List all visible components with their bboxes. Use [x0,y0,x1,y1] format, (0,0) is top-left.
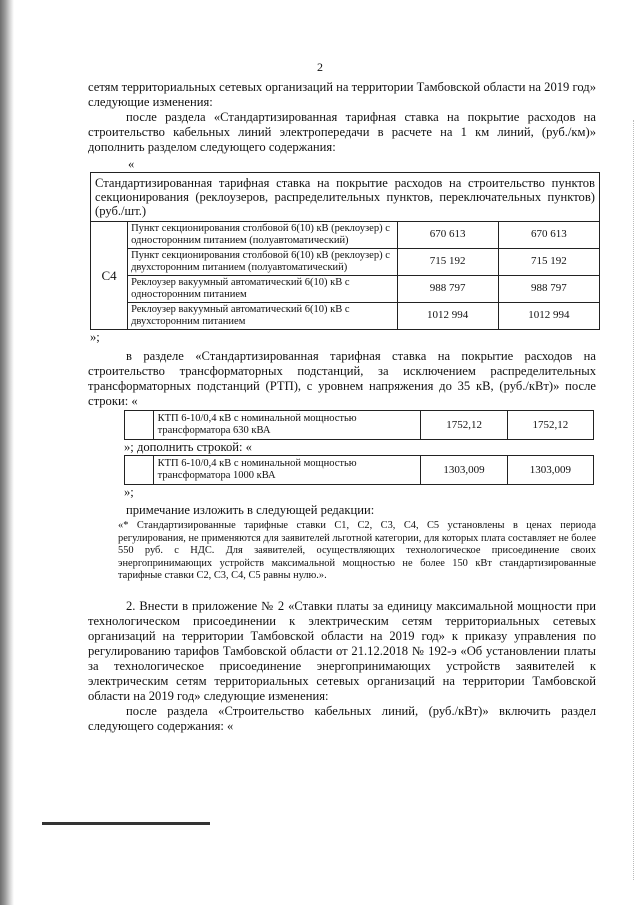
note-text: «* Стандартизированные тарифные ставки С1, С2, С3, С4, С5 установлены в ценах периода регулирования, не применяются для заявителей льготной категории, для которых плата составляет не более 550 руб. с НДС. Для заявителей, осуществляющих технологическое присоединение своих энергопринимающих устройств максимальной мощностью не более 150 кВт стандартизированные тарифные ставки С2, С3, С4, С5 равны нулю.». [118,520,596,581]
ktp-1000-lead-cell [125,456,154,485]
item-2-after-paragraph: после раздела «Строительство кабельных линий, (руб./кВт)» включить раздел следующего содержания: « [88,703,596,733]
c4-row-desc: Пункт секционирования столбовой 6(10) кВ (реклоузер) с односторонним питанием (полуавтоматический) [128,222,398,249]
c4-row-value: 988 797 [498,276,599,303]
c4-row-desc: Реклоузер вакуумный автоматический 6(10) кВ с односторонним питанием [128,276,398,303]
ktp-630-desc: КТП 6-10/0,4 кВ с номинальной мощностью трансформатора 630 кВА [153,411,421,440]
end-semicolon: »; [124,485,134,499]
ktp-1000-value: 1303,009 [421,456,507,485]
cable-section-paragraph: после раздела «Стандартизированная тарифная ставка на покрытие расходов на строительство кабельных линий электропередачи в расчете на 1 км линий, (руб./км)» дополнить разделом следующего содержания: [88,110,596,154]
ktp-630-value: 1752,12 [421,411,507,440]
c4-row-desc: Реклоузер вакуумный автоматический 6(10) кВ с двухсторонним питанием [128,303,398,330]
c4-row-value: 715 192 [498,249,599,276]
ktp-1000-table [124,455,594,485]
open-quote: « [128,157,135,171]
c4-code-cell: С4 [91,222,128,330]
ktp-1000-desc: КТП 6-10/0,4 кВ с номинальной мощностью трансформатора 1000 кВА [153,456,421,485]
document-body [88,80,596,734]
add-row-line: »; дополнить строкой: « [124,440,252,454]
ktp-1000-value: 1303,009 [507,456,593,485]
page-number: 2 [317,60,323,74]
c4-row-value: 670 613 [397,222,498,249]
c4-row-value: 988 797 [397,276,498,303]
ktp-630-value: 1752,12 [507,411,593,440]
c4-row-value: 1012 994 [397,303,498,330]
ktp-630-lead-cell [125,411,154,440]
item-2-paragraph: 2. Внести в приложение № 2 «Ставки платы за единицу максимальной мощности при технологическом присоединении к электрическим сетям территориальных сетевых организаций на территории Тамбовской области на 2019 год» к приказу управления по регулированию тарифов Тамбовской области от 21.12.2018 № 192-э «Об установлении платы за технологическое присоединение энергопринимающих устройств заявителей к электрическим сетям территориальных сетевых организаций на территории Тамбовской области на 2019 год» следующие изменения: [88,598,596,703]
intro-paragraph: сетям территориальных сетевых организаций на территории Тамбовской области на 2019 год» следующие изменения: [88,80,596,109]
scan-edge-shadow [0,0,14,905]
transformer-section-paragraph: в разделе «Стандартизированная тарифная ставка на покрытие расходов на строительство трансформаторных подстанций, за исключением распределительных трансформаторных подстанций (РТП), с уровнем напряжения до 35 кВ, (руб./кВт)» после строки: « [88,349,596,408]
c4-row-desc: Пункт секционирования столбовой 6(10) кВ (реклоузер) с двухсторонним питанием (полуавтоматический) [128,249,398,276]
note-intro: примечание изложить в следующей редакции: [126,503,375,517]
ktp-630-table [124,410,594,440]
scan-margin-marks [631,120,634,880]
c4-rate-table [90,172,600,330]
footer-rule [42,822,210,825]
c4-row-value: 715 192 [397,249,498,276]
c4-row-value: 1012 994 [498,303,599,330]
close-quote: »; [90,330,100,344]
c4-table-header: Стандартизированная тарифная ставка на покрытие расходов на строительство пунктов секционирования (реклоузеров, распределительных пунктов, переключательных пунктов) (руб./шт.) [91,173,600,222]
c4-row-value: 670 613 [498,222,599,249]
